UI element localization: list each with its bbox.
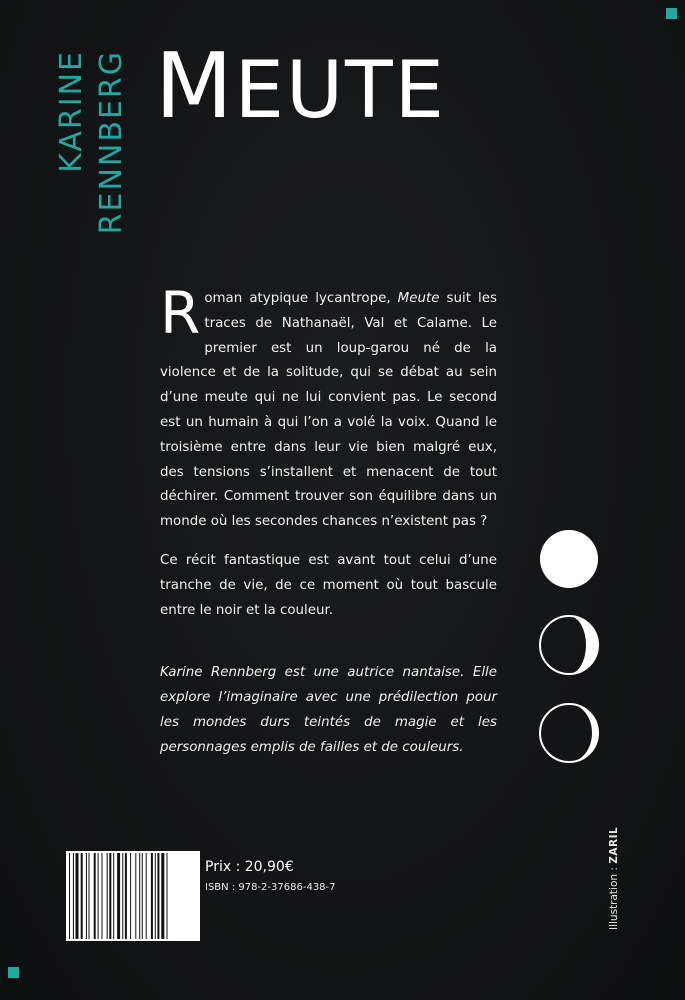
title-rest: EUTE bbox=[234, 46, 446, 136]
isbn-label: ISBN : 978-2-37686-438-7 bbox=[205, 882, 336, 893]
price-label: Prix : 20,90€ bbox=[205, 859, 294, 875]
synopsis-text-rest: suit les traces de Nathanaël, Val et Calame. Le premier est un loup-garou né de la violence et de la solitude, qui se débat au sein d’une meute qui ne lui convient pas. Le second est un humain à qui l’on a volé la voix. Quand le troisième entre dans leur vie bien malgré eux, des tensions s’installent et menacent de tout déchirer. Comment trouver son équilibre dans un monde où les secondes chances n’existent pas ? bbox=[160, 291, 497, 530]
barcode-bars bbox=[66, 851, 200, 941]
author-first-name: KARINE bbox=[54, 50, 89, 173]
synopsis-text-start: Roman atypique lycantrope, bbox=[160, 279, 398, 347]
waning-gibbous-moon-icon bbox=[538, 614, 600, 676]
blurb bbox=[160, 279, 497, 761]
synopsis-title-italic: Meute bbox=[397, 291, 440, 306]
barcode bbox=[66, 851, 200, 941]
blurb-paragraph-tagline: Ce récit fantastique est avant tout celui d’une tranche de vie, de ce moment où tout bascule entre le noir et la couleur. bbox=[160, 552, 497, 618]
title-initial: M bbox=[155, 34, 235, 139]
author-last-name: RENNBERG bbox=[94, 50, 129, 235]
blurb-paragraph-synopsis bbox=[160, 279, 497, 535]
teal-corner-marker bbox=[666, 8, 677, 19]
crescent-moon-icon bbox=[538, 702, 600, 764]
author-bio: Karine Rennberg est une autrice nantaise. Elle explore l’imaginaire avec une prédilection pour les mondes durs teintés de magie et les personnages emplis de failles et de couleurs. bbox=[160, 665, 497, 755]
illustrator-name: ZARIL bbox=[608, 826, 620, 864]
illustration-credit bbox=[604, 790, 624, 930]
illustration-label: Illustration : bbox=[608, 863, 620, 930]
teal-corner-marker bbox=[8, 967, 19, 978]
book-title bbox=[155, 34, 446, 139]
author-name bbox=[52, 50, 152, 240]
full-moon-icon bbox=[538, 528, 600, 590]
